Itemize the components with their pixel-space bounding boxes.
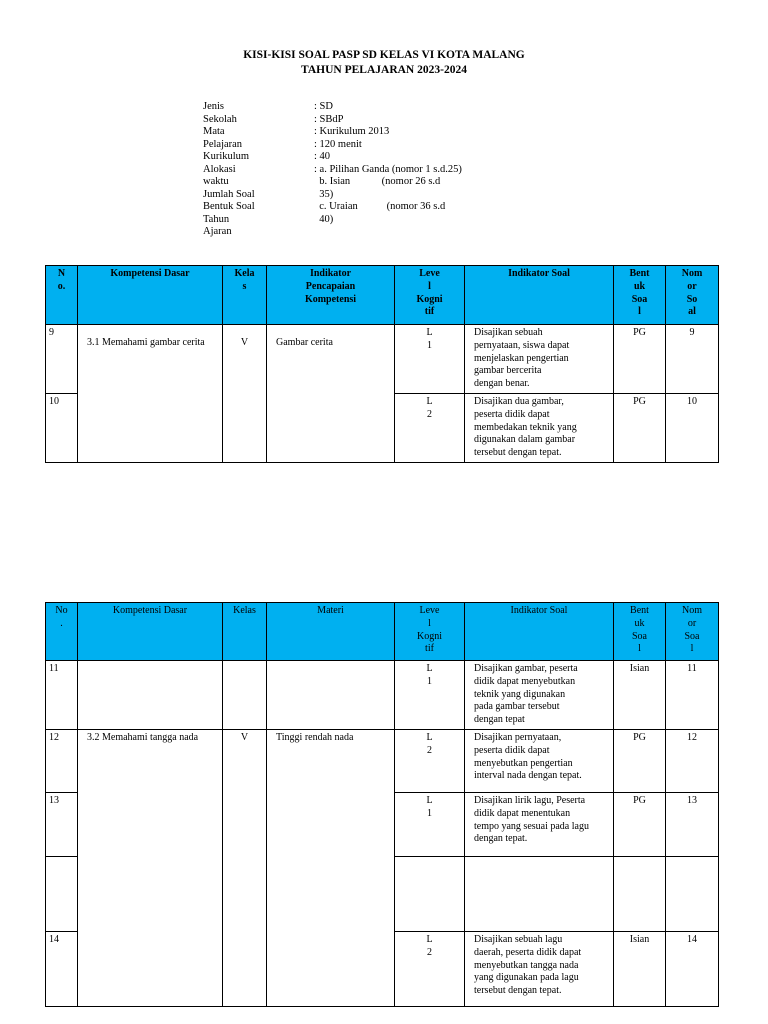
header-kompetensi-dasar: Kompetensi Dasar [78, 266, 223, 325]
table-row [46, 325, 719, 394]
level-cell: L 2 [395, 393, 465, 462]
table-row [46, 729, 719, 792]
row-no: 9 [46, 325, 78, 394]
bentuk-soal-cell: PG [614, 729, 666, 792]
document-subtitle: TAHUN PELAJARAN 2023-2024 [301, 64, 467, 76]
header-bentuk-soal: Bent uk Soa l [614, 266, 666, 325]
bentuk-soal-cell: PG [614, 792, 666, 856]
info-values: : SD : SBdP : Kurikulum 2013 : 120 menit : 40 : a. Pilihan Ganda (nomor 1 s.d.25) b. Isian (nomor 26 s.d 35) c. Uraian (nomor 36 s.d 40) [314, 101, 462, 225]
nomor-soal-cell: 10 [666, 393, 719, 462]
header-indikator-pencapaian: Indikator Pencapaian Kompetensi [267, 266, 395, 325]
nomor-soal-cell [666, 856, 719, 931]
row-no: 10 [46, 393, 78, 462]
header-materi: Materi [267, 603, 395, 661]
table-row [46, 661, 719, 730]
bentuk-soal-cell: Isian [614, 931, 666, 1006]
header-kelas: Kela s [223, 266, 267, 325]
bentuk-soal-cell: PG [614, 393, 666, 462]
indikator-soal-cell: Disajikan pernyataan, peserta didik dapat menyebutkan pengertian interval nada dengan tepat. [465, 729, 614, 792]
row-no: 13 [46, 792, 78, 856]
header-bentuk-soal: Bent uk Soa l [614, 603, 666, 661]
indikator-soal-cell: Disajikan lirik lagu, Peserta didik dapat menentukan tempo yang sesuai pada lagu dengan tepat. [465, 792, 614, 856]
nomor-soal-cell: 12 [666, 729, 719, 792]
nomor-soal-cell: 9 [666, 325, 719, 394]
header-indikator-soal: Indikator Soal [465, 266, 614, 325]
header-indikator-soal: Indikator Soal [465, 603, 614, 661]
indikator-soal-cell: Disajikan sebuah lagu daerah, peserta didik dapat menyebutkan tangga nada yang digunakan pada lagu tersebut dengan tepat. [465, 931, 614, 1006]
kelas-cell: V [223, 729, 267, 1006]
level-cell: L 1 [395, 661, 465, 730]
indikator-soal-cell: Disajikan dua gambar, peserta didik dapat membedakan teknik yang digunakan dalam gambar tersebut dengan tepat. [465, 393, 614, 462]
info-labels: Jenis Sekolah Mata Pelajaran Kurikulum Alokasi waktu Jumlah Soal Bentuk Soal Tahun Ajaran [203, 101, 255, 237]
header-kelas: Kelas [223, 603, 267, 661]
header-nomor-soal: Nom or So al [666, 266, 719, 325]
level-cell: L 2 [395, 931, 465, 1006]
bentuk-soal-cell [614, 856, 666, 931]
level-cell: L 1 [395, 325, 465, 394]
bentuk-soal-cell: Isian [614, 661, 666, 730]
nomor-soal-cell: 14 [666, 931, 719, 1006]
level-cell: L 1 [395, 792, 465, 856]
kompetensi-dasar-cell [78, 661, 223, 730]
kisi-table-2 [45, 602, 719, 1007]
kompetensi-dasar-cell: 3.2 Memahami tangga nada [78, 729, 223, 1006]
header-level-kognitif: Leve l Kogni tif [395, 603, 465, 661]
header-no: N o. [46, 266, 78, 325]
header-kompetensi-dasar: Kompetensi Dasar [78, 603, 223, 661]
header-no: No . [46, 603, 78, 661]
table-header-row [46, 266, 719, 325]
nomor-soal-cell: 11 [666, 661, 719, 730]
kisi-table-1 [45, 265, 719, 463]
row-no: 11 [46, 661, 78, 730]
materi-cell: Tinggi rendah nada [267, 729, 395, 1006]
header-nomor-soal: Nom or Soa l [666, 603, 719, 661]
materi-cell [267, 661, 395, 730]
indikator-soal-cell: Disajikan gambar, peserta didik dapat menyebutkan teknik yang digunakan pada gambar tersebut dengan tepat [465, 661, 614, 730]
indikator-soal-cell [465, 856, 614, 931]
table-header-row [46, 603, 719, 661]
nomor-soal-cell: 13 [666, 792, 719, 856]
row-no: 12 [46, 729, 78, 792]
bentuk-soal-cell: PG [614, 325, 666, 394]
kelas-cell [223, 661, 267, 730]
indikator-soal-cell: Disajikan sebuah pernyataan, siswa dapat menjelaskan pengertian gambar bercerita dengan benar. [465, 325, 614, 394]
row-no [46, 856, 78, 931]
document-title: KISI-KISI SOAL PASP SD KELAS VI KOTA MALANG [243, 49, 525, 61]
row-no: 14 [46, 931, 78, 1006]
level-cell [395, 856, 465, 931]
kelas-cell: V [223, 325, 267, 463]
indikator-pencapaian-cell: Gambar cerita [267, 325, 395, 463]
header-level-kognitif: Leve l Kogni tif [395, 266, 465, 325]
level-cell: L 2 [395, 729, 465, 792]
kompetensi-dasar-cell: 3.1 Memahami gambar cerita [78, 325, 223, 463]
